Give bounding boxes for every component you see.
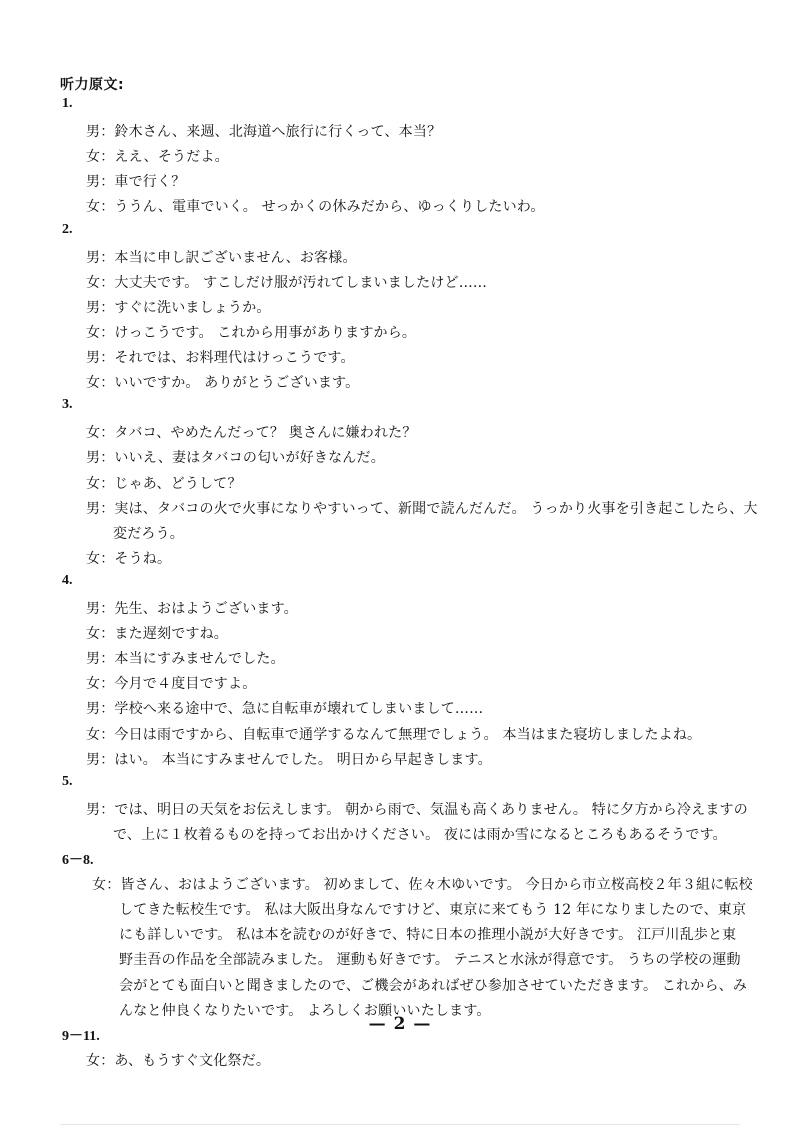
dialogue-text: 鈴木さん、来週、北海道へ旅行に行くって、本当？ [114,124,442,141]
speaker-label: 男： [86,350,115,366]
page-number: — 2 — [368,1014,432,1034]
dialogue-line [113,824,727,844]
dialogue-text: んなと仲良くなりたいです。 よろしくお願いいたします。 [119,1002,491,1019]
dialogue-line [86,648,285,668]
dialogue-text: 実は、タバコの火で火事になりやすいって、新聞で読んだんだ。 うっかり火事を引き起こしたら、大 [114,500,758,517]
dialogue-text: ええ、そうだよ。 [114,149,229,166]
dialogue-text: 先生、おはようございます。 [114,601,298,617]
dialogue-line [86,473,242,493]
dialogue-text: で、上に１枚着るものを持ってお出かけください。 夜には雨か雪になるところもあるそうです。 [113,826,727,843]
speaker-label: 男： [86,299,115,316]
dialogue-line [86,322,416,342]
dialogue-line [86,447,385,467]
section-number: 1. [62,96,73,111]
speaker-label: 男： [86,124,115,141]
speaker-label: 女： [86,475,115,492]
section-number: 4. [62,572,73,588]
dialogue-line [86,422,417,442]
speaker-label: 男： [86,651,115,668]
dialogue-text: また遅刻ですね。 [114,626,229,643]
section-number: 6－8. [62,853,94,868]
section-number: 2. [62,221,73,237]
speaker-label: 女： [86,1052,115,1069]
dialogue-line [86,698,483,718]
speaker-label: 女： [86,726,115,743]
dialogue-line [86,121,441,141]
dialogue-text: タバコ、やめたんだって？ 奥さんに嫌われた？ [114,425,417,442]
dialogue-line [86,196,545,216]
section-number: 3. [62,397,73,413]
speaker-label: 女： [86,324,115,341]
section-number: 9－11. [62,1028,100,1044]
dialogue-line [86,146,229,166]
dialogue-text: 車で行く？ [114,174,186,191]
dialogue-text: いいですか。 ありがとうございます。 [114,375,360,392]
dialogue-line [92,874,753,894]
dialogue-text: すぐに洗いましょうか。 [114,299,271,316]
speaker-label: 男： [86,500,115,517]
dialogue-line [86,372,359,392]
dialogue-text: 学校へ来る途中で、急に自転車が壊れてしまいまして…… [114,701,484,718]
speaker-label: 男： [86,249,115,266]
dialogue-line [86,498,758,518]
speaker-label: 女： [92,877,121,894]
speaker-label: 男： [86,450,115,467]
dialogue-line [86,749,492,769]
dialogue-text: 変だろう。 [113,525,184,542]
dialogue-text: 今日は雨ですから、自転車で通学するなんて無理でしょう。 本当はまた寝坊しましたよね。 [114,726,702,743]
dialogue-text: 大丈夫です。 すこしだけ服が汚れてしまいましたけど…… [114,274,488,291]
dialogue-text: 本当にすみませんでした。 [114,651,285,668]
bottom-divider [60,1124,740,1125]
dialogue-line [119,949,741,969]
dialogue-line [86,1050,270,1070]
dialogue-text: そうね。 [114,550,172,567]
dialogue-line [86,548,171,568]
dialogue-text: はい。 本当にすみませんでした。 明日から早起きします。 [114,751,492,768]
speaker-label: 男： [86,174,115,191]
dialogue-text: あ、もうすぐ文化祭だ。 [114,1052,271,1069]
speaker-label: 女： [86,199,115,216]
speaker-label: 女： [86,149,115,166]
dialogue-line [86,623,228,643]
dialogue-line [86,297,271,317]
dialogue-line [113,523,184,543]
dialogue-text: 皆さん、おはようございます。 初めまして、佐々木ゆいです。 今日から市立桜高校２年３組に転校 [120,877,753,894]
dialogue-text: それでは、お料理代はけっこうです。 [114,350,355,366]
speaker-label: 女： [86,274,115,291]
section-number: 5. [62,773,73,789]
dialogue-text: ううん、電車でいく。 せっかくの休みだから、ゆっくりしたいわ。 [114,199,545,216]
speaker-label: 女： [86,676,115,693]
dialogue-text: じゃあ、どうして？ [114,475,242,492]
dialogue-line [119,975,747,995]
speaker-label: 男： [86,701,115,718]
dialogue-line [119,924,736,944]
speaker-label: 女： [86,626,115,643]
page-heading: 听力原文: [60,77,125,93]
dialogue-line [86,724,701,744]
speaker-label: 男： [86,751,115,768]
dialogue-text: では、明日の天気をお伝えします。 朝から雨で、気温も高くありません。 特に夕方から冷えますの [114,801,748,818]
dialogue-text: 本当に申し訳ございません、お客様。 [114,249,357,266]
dialogue-line [86,171,185,191]
speaker-label: 男： [86,801,115,818]
dialogue-line [86,598,298,618]
dialogue-line [86,347,355,367]
dialogue-text: 会がとても面白いと聞きましたので、ご機会があればぜひ参加させていただきます。 これから、み [119,977,748,994]
dialogue-line [119,899,746,919]
speaker-label: 男： [86,601,115,617]
dialogue-text: 今月で４度目ですよ。 [114,676,257,693]
dialogue-text: にも詳しいです。 私は本を読むのが好きで、特に日本の推理小説が大好きです。 江戸川乱歩と東 [119,927,737,944]
dialogue-line [86,799,748,819]
dialogue-text: けっこうです。 これから用事がありますから。 [114,324,417,341]
dialogue-line [86,247,357,267]
dialogue-line [86,673,256,693]
dialogue-text: してきた転校生です。 私は大阪出身なんですけど、東京に来てもう 12 年になりましたので、東京 [119,902,747,919]
dialogue-line [86,272,487,292]
dialogue-text: 野圭吾の作品を全部読みました。 運動も好きです。 テニスと水泳が得意です。 うちの学校の運動 [119,952,741,969]
dialogue-text: いいえ、妻はタバコの匂いが好きなんだ。 [114,450,385,467]
speaker-label: 女： [86,375,115,392]
speaker-label: 女： [86,550,115,567]
speaker-label: 女： [86,425,115,442]
